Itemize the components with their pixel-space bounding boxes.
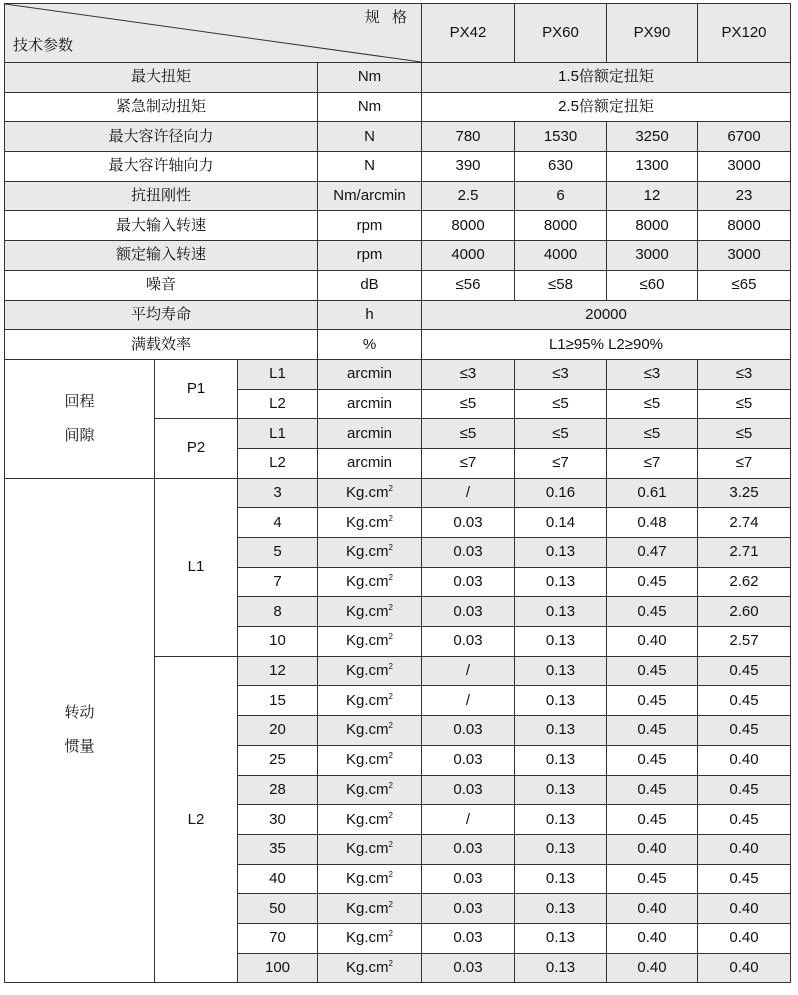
- value-cell: 0.13: [515, 686, 607, 716]
- ratio-cell: 50: [238, 894, 318, 924]
- value-cell: ≤5: [515, 419, 607, 449]
- value-cell: 0.40: [607, 953, 698, 983]
- param-row: [5, 241, 791, 271]
- value-cell: 2.74: [698, 508, 791, 538]
- unit-cell: [318, 627, 422, 657]
- value-cell: 630: [515, 152, 607, 182]
- ratio-cell: 12: [238, 656, 318, 686]
- param-label: 最大容许轴向力: [5, 152, 318, 182]
- unit-exponent: 2: [388, 780, 393, 790]
- unit-cell: [318, 597, 422, 627]
- value-cell: 6: [515, 181, 607, 211]
- merged-value: 20000: [422, 300, 791, 330]
- value-cell: ≤7: [607, 448, 698, 478]
- param-label: 最大容许径向力: [5, 122, 318, 152]
- value-cell: 0.40: [607, 834, 698, 864]
- value-cell: 0.03: [422, 864, 515, 894]
- value-cell: 0.40: [607, 627, 698, 657]
- unit-base: Kg.cm: [346, 662, 389, 680]
- model-header: PX120: [698, 4, 791, 63]
- unit-cell: arcmin: [318, 419, 422, 449]
- param-unit: dB: [318, 270, 422, 300]
- value-cell: 0.03: [422, 597, 515, 627]
- unit-exponent: 2: [388, 721, 393, 731]
- value-cell: ≤3: [607, 359, 698, 389]
- stage-label: L2: [155, 656, 238, 983]
- value-cell: 0.13: [515, 894, 607, 924]
- unit-cell: [318, 716, 422, 746]
- value-cell: 8000: [515, 211, 607, 241]
- header-diagonal-cell: [5, 4, 422, 63]
- value-cell: 1300: [607, 152, 698, 182]
- value-cell: 0.45: [698, 805, 791, 835]
- value-cell: 2.62: [698, 567, 791, 597]
- value-cell: 0.45: [698, 775, 791, 805]
- value-cell: 0.03: [422, 716, 515, 746]
- value-cell: 8000: [698, 211, 791, 241]
- unit-cell: [318, 805, 422, 835]
- param-row: [5, 63, 791, 93]
- ratio-cell: 35: [238, 834, 318, 864]
- backlash-label-line1: 回程: [64, 392, 95, 410]
- value-cell: 0.45: [607, 716, 698, 746]
- param-row: [5, 181, 791, 211]
- ratio-cell: 8: [238, 597, 318, 627]
- value-cell: 12: [607, 181, 698, 211]
- unit-exponent: 2: [388, 573, 393, 583]
- value-cell: 3000: [698, 241, 791, 271]
- value-cell: 0.03: [422, 567, 515, 597]
- param-unit: rpm: [318, 211, 422, 241]
- stage-label: L2: [238, 389, 318, 419]
- unit-cell: [318, 864, 422, 894]
- unit-base: Kg.cm: [346, 602, 389, 620]
- ratio-cell: 28: [238, 775, 318, 805]
- unit-cell: [318, 567, 422, 597]
- precision-label: P1: [155, 359, 238, 418]
- value-cell: 0.03: [422, 508, 515, 538]
- unit-exponent: 2: [388, 958, 393, 968]
- value-cell: 2.57: [698, 627, 791, 657]
- value-cell: 0.45: [607, 656, 698, 686]
- ratio-cell: 15: [238, 686, 318, 716]
- unit-exponent: 2: [388, 602, 393, 612]
- unit-exponent: 2: [388, 662, 393, 672]
- param-label: 额定输入转速: [5, 241, 318, 271]
- ratio-cell: 100: [238, 953, 318, 983]
- param-row: [5, 92, 791, 122]
- unit-base: Kg.cm: [346, 810, 389, 828]
- model-header: PX42: [422, 4, 515, 63]
- unit-base: Kg.cm: [346, 721, 389, 739]
- ratio-cell: 25: [238, 745, 318, 775]
- value-cell: 0.61: [607, 478, 698, 508]
- unit-base: Kg.cm: [346, 691, 389, 709]
- value-cell: 390: [422, 152, 515, 182]
- unit-base: Kg.cm: [346, 543, 389, 561]
- value-cell: ≤5: [698, 389, 791, 419]
- value-cell: /: [422, 805, 515, 835]
- unit-exponent: 2: [388, 751, 393, 761]
- value-cell: 0.03: [422, 953, 515, 983]
- value-cell: 8000: [607, 211, 698, 241]
- value-cell: 0.48: [607, 508, 698, 538]
- param-unit: N: [318, 122, 422, 152]
- value-cell: 3000: [698, 152, 791, 182]
- inertia-row: [5, 478, 791, 508]
- param-row: [5, 122, 791, 152]
- param-unit: Nm: [318, 92, 422, 122]
- unit-exponent: 2: [388, 513, 393, 523]
- value-cell: 3250: [607, 122, 698, 152]
- value-cell: 2.60: [698, 597, 791, 627]
- value-cell: 0.13: [515, 567, 607, 597]
- value-cell: 0.03: [422, 923, 515, 953]
- value-cell: ≤5: [607, 419, 698, 449]
- unit-base: Kg.cm: [346, 929, 389, 947]
- unit-base: Kg.cm: [346, 751, 389, 769]
- unit-cell: [318, 834, 422, 864]
- unit-cell: arcmin: [318, 359, 422, 389]
- unit-cell: [318, 686, 422, 716]
- value-cell: 0.13: [515, 656, 607, 686]
- param-unit: N: [318, 152, 422, 182]
- value-cell: ≤60: [607, 270, 698, 300]
- param-label: 满载效率: [5, 330, 318, 360]
- ratio-cell: 70: [238, 923, 318, 953]
- param-row: [5, 300, 791, 330]
- value-cell: 0.45: [698, 716, 791, 746]
- value-cell: 0.03: [422, 538, 515, 568]
- value-cell: 0.03: [422, 745, 515, 775]
- unit-exponent: 2: [388, 929, 393, 939]
- value-cell: ≤7: [422, 448, 515, 478]
- unit-cell: [318, 508, 422, 538]
- value-cell: 0.14: [515, 508, 607, 538]
- ratio-cell: 7: [238, 567, 318, 597]
- unit-cell: [318, 656, 422, 686]
- header-row: [5, 4, 791, 63]
- unit-base: Kg.cm: [346, 632, 389, 650]
- param-unit: %: [318, 330, 422, 360]
- value-cell: ≤3: [422, 359, 515, 389]
- ratio-cell: 5: [238, 538, 318, 568]
- value-cell: 2.5: [422, 181, 515, 211]
- param-row: [5, 270, 791, 300]
- value-cell: 0.40: [698, 745, 791, 775]
- param-row: [5, 330, 791, 360]
- value-cell: 0.47: [607, 538, 698, 568]
- value-cell: ≤5: [698, 419, 791, 449]
- stage-label: L2: [238, 448, 318, 478]
- value-cell: ≤56: [422, 270, 515, 300]
- value-cell: /: [422, 656, 515, 686]
- unit-cell: [318, 745, 422, 775]
- value-cell: ≤5: [515, 389, 607, 419]
- value-cell: 0.13: [515, 923, 607, 953]
- param-unit: rpm: [318, 241, 422, 271]
- value-cell: 0.45: [607, 745, 698, 775]
- unit-exponent: 2: [388, 869, 393, 879]
- value-cell: 0.45: [607, 567, 698, 597]
- value-cell: 0.40: [698, 894, 791, 924]
- model-header: PX90: [607, 4, 698, 63]
- stage-label: L1: [238, 359, 318, 389]
- param-unit: h: [318, 300, 422, 330]
- ratio-cell: 20: [238, 716, 318, 746]
- value-cell: 0.40: [607, 923, 698, 953]
- value-cell: 0.45: [698, 656, 791, 686]
- value-cell: ≤5: [422, 419, 515, 449]
- unit-base: Kg.cm: [346, 573, 389, 591]
- unit-exponent: 2: [388, 543, 393, 553]
- value-cell: 0.13: [515, 716, 607, 746]
- value-cell: ≤3: [515, 359, 607, 389]
- value-cell: 0.03: [422, 834, 515, 864]
- unit-exponent: 2: [388, 632, 393, 642]
- value-cell: /: [422, 686, 515, 716]
- value-cell: 0.13: [515, 864, 607, 894]
- value-cell: 0.13: [515, 745, 607, 775]
- unit-exponent: 2: [388, 810, 393, 820]
- param-label: 噪音: [5, 270, 318, 300]
- value-cell: 0.45: [607, 805, 698, 835]
- param-row: [5, 152, 791, 182]
- value-cell: 0.16: [515, 478, 607, 508]
- value-cell: 0.45: [607, 686, 698, 716]
- value-cell: 0.45: [607, 597, 698, 627]
- value-cell: 4000: [422, 241, 515, 271]
- param-row: [5, 211, 791, 241]
- value-cell: 4000: [515, 241, 607, 271]
- param-unit: Nm/arcmin: [318, 181, 422, 211]
- model-header: PX60: [515, 4, 607, 63]
- value-cell: 780: [422, 122, 515, 152]
- precision-label: P2: [155, 419, 238, 478]
- unit-base: Kg.cm: [346, 840, 389, 858]
- value-cell: 3.25: [698, 478, 791, 508]
- value-cell: 0.13: [515, 953, 607, 983]
- merged-value: 2.5倍额定扭矩: [422, 92, 791, 122]
- unit-exponent: 2: [388, 899, 393, 909]
- param-label: 最大扭矩: [5, 63, 318, 93]
- unit-base: Kg.cm: [346, 899, 389, 917]
- value-cell: 0.13: [515, 627, 607, 657]
- value-cell: ≤58: [515, 270, 607, 300]
- value-cell: 2.71: [698, 538, 791, 568]
- ratio-cell: 30: [238, 805, 318, 835]
- value-cell: ≤7: [698, 448, 791, 478]
- unit-cell: arcmin: [318, 389, 422, 419]
- backlash-row: [5, 359, 791, 389]
- value-cell: 0.45: [698, 686, 791, 716]
- param-label: 技术参数: [13, 37, 74, 54]
- value-cell: 6700: [698, 122, 791, 152]
- unit-cell: arcmin: [318, 448, 422, 478]
- spec-table: [4, 3, 791, 983]
- unit-exponent: 2: [388, 691, 393, 701]
- backlash-label: [5, 359, 155, 478]
- value-cell: 0.13: [515, 538, 607, 568]
- value-cell: 0.03: [422, 775, 515, 805]
- merged-value: 1.5倍额定扭矩: [422, 63, 791, 93]
- inertia-label: [5, 478, 155, 983]
- value-cell: 3000: [607, 241, 698, 271]
- value-cell: 0.13: [515, 834, 607, 864]
- value-cell: 1530: [515, 122, 607, 152]
- unit-exponent: 2: [388, 840, 393, 850]
- value-cell: ≤3: [698, 359, 791, 389]
- merged-value: L1≥95% L2≥90%: [422, 330, 791, 360]
- value-cell: 0.13: [515, 775, 607, 805]
- value-cell: 0.40: [607, 894, 698, 924]
- value-cell: 0.13: [515, 597, 607, 627]
- spec-label: 规 格: [364, 9, 411, 26]
- unit-exponent: 2: [388, 483, 393, 493]
- param-label: 最大输入转速: [5, 211, 318, 241]
- unit-cell: [318, 538, 422, 568]
- value-cell: 0.03: [422, 894, 515, 924]
- ratio-cell: 40: [238, 864, 318, 894]
- unit-base: Kg.cm: [346, 780, 389, 798]
- value-cell: 0.40: [698, 923, 791, 953]
- value-cell: 8000: [422, 211, 515, 241]
- value-cell: 0.03: [422, 627, 515, 657]
- value-cell: 0.40: [698, 834, 791, 864]
- value-cell: ≤5: [422, 389, 515, 419]
- unit-base: Kg.cm: [346, 869, 389, 887]
- unit-cell: [318, 478, 422, 508]
- value-cell: 0.40: [698, 953, 791, 983]
- value-cell: 23: [698, 181, 791, 211]
- stage-label: L1: [238, 419, 318, 449]
- value-cell: 0.45: [698, 864, 791, 894]
- unit-cell: [318, 894, 422, 924]
- unit-cell: [318, 953, 422, 983]
- value-cell: ≤7: [515, 448, 607, 478]
- value-cell: /: [422, 478, 515, 508]
- unit-base: Kg.cm: [346, 483, 389, 501]
- unit-cell: [318, 775, 422, 805]
- unit-base: Kg.cm: [346, 958, 389, 976]
- value-cell: ≤65: [698, 270, 791, 300]
- inertia-label-line1: 转动: [64, 704, 95, 722]
- value-cell: 0.45: [607, 864, 698, 894]
- ratio-cell: 3: [238, 478, 318, 508]
- ratio-cell: 10: [238, 627, 318, 657]
- param-label: 紧急制动扭矩: [5, 92, 318, 122]
- stage-label: L1: [155, 478, 238, 656]
- param-label: 抗扭刚性: [5, 181, 318, 211]
- backlash-label-line2: 间隙: [64, 426, 95, 444]
- value-cell: 0.13: [515, 805, 607, 835]
- value-cell: ≤5: [607, 389, 698, 419]
- param-label: 平均寿命: [5, 300, 318, 330]
- ratio-cell: 4: [238, 508, 318, 538]
- value-cell: 0.45: [607, 775, 698, 805]
- inertia-label-line2: 惯量: [64, 738, 95, 756]
- unit-cell: [318, 923, 422, 953]
- unit-base: Kg.cm: [346, 513, 389, 531]
- param-unit: Nm: [318, 63, 422, 93]
